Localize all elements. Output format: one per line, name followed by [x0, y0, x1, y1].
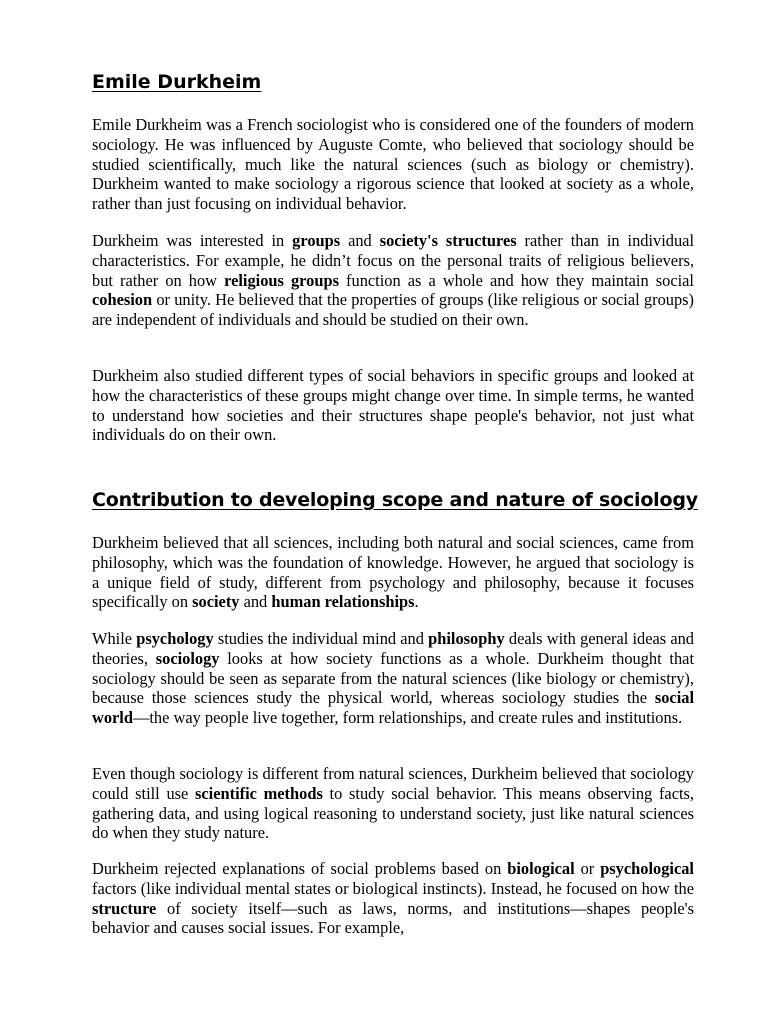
text-run: Durkheim also studied different types of social behaviors in specific groups and looked at how the characteristics of these groups might change over time. In simple terms, he wanted to understand how societies and their structures shape people's behavior, not just what individuals do on their own. — [92, 366, 694, 445]
paragraph — [92, 533, 694, 612]
text-run: —the way people live together, form relationships, and create rules and institutions. — [132, 708, 683, 728]
text-run: function as a whole and how they maintain social — [338, 270, 694, 290]
section-heading: Contribution to developing scope and nature of sociology — [92, 489, 698, 511]
text-run: rather than in individual characteristics. For example, he didn’t focus on the personal traits of religious believers, but rather on how — [92, 231, 694, 290]
bold-term: biological — [507, 859, 575, 878]
bold-term: sociology — [155, 648, 220, 668]
text-run: or — [574, 859, 601, 878]
bold-term: philosophy — [428, 629, 505, 648]
bold-term: cohesion — [92, 290, 153, 310]
text-run: factors (like individual mental states or biological instincts). Instead, he focused on how the — [92, 878, 694, 898]
text-run: . — [414, 592, 419, 612]
bold-term: society — [192, 592, 240, 612]
text-run: and — [340, 231, 380, 250]
paragraph — [92, 115, 694, 214]
text-run: Durkheim was interested in — [92, 231, 293, 250]
text-run: to study social behavior. This means observing facts, gathering data, and using logical reasoning to understand society, just like natural sciences do when they study nature. — [92, 783, 694, 843]
text-run: Even though sociology is different from natural sciences, Durkheim believed that sociology could still use — [92, 764, 694, 803]
text-run: or unity. He believed that the properties of groups (like religious or social groups) are independent of individuals and should be studied on their own. — [92, 290, 694, 330]
paragraph — [92, 629, 694, 728]
bold-term: groups — [292, 231, 341, 250]
bold-term: social world — [92, 688, 694, 728]
section-heading: Emile Durkheim — [92, 71, 262, 93]
text-run: and — [239, 592, 272, 612]
text-run: deals with general ideas and theories, — [92, 629, 694, 668]
bold-term: psychological — [600, 859, 694, 878]
bold-term: psychology — [136, 629, 214, 648]
bold-term: scientific methods — [195, 783, 323, 803]
bold-term: society's structures — [379, 231, 517, 250]
bold-term: religious groups — [224, 270, 339, 290]
text-run: of society itself—such as laws, norms, and institutions—shapes people's behavior and causes social issues. For example, — [92, 898, 694, 938]
paragraph — [92, 859, 694, 938]
text-run: looks at how society functions as a whole. Durkheim thought that sociology should be seen as separate from the natural sciences (like biology or chemistry), because those sciences study the physical world, whereas sociology studies the — [92, 648, 694, 708]
paragraph — [92, 366, 694, 445]
paragraph — [92, 231, 694, 330]
text-run: studies the individual mind and — [213, 629, 429, 648]
bold-term: human relationships — [271, 592, 415, 612]
text-run: Durkheim believed that all sciences, including both natural and social sciences, came from philosophy, which was the foundation of knowledge. However, he argued that sociology is a unique field of study, different from psychology and philosophy, because it focuses specifically on — [92, 533, 694, 612]
bold-term: structure — [92, 898, 157, 918]
text-run: While — [92, 629, 137, 648]
text-run: Durkheim rejected explanations of social problems based on — [92, 859, 508, 878]
text-run: Emile Durkheim was a French sociologist who is considered one of the founders of modern sociology. He was influenced by Auguste Comte, who believed that sociology should be studied scientifically, much like the natural sciences (such as biology or chemistry). Durkheim wanted to make sociology a rigorous science that looked at society as a whole, rather than just focusing on individual behavior. — [92, 115, 694, 214]
paragraph — [92, 764, 694, 843]
